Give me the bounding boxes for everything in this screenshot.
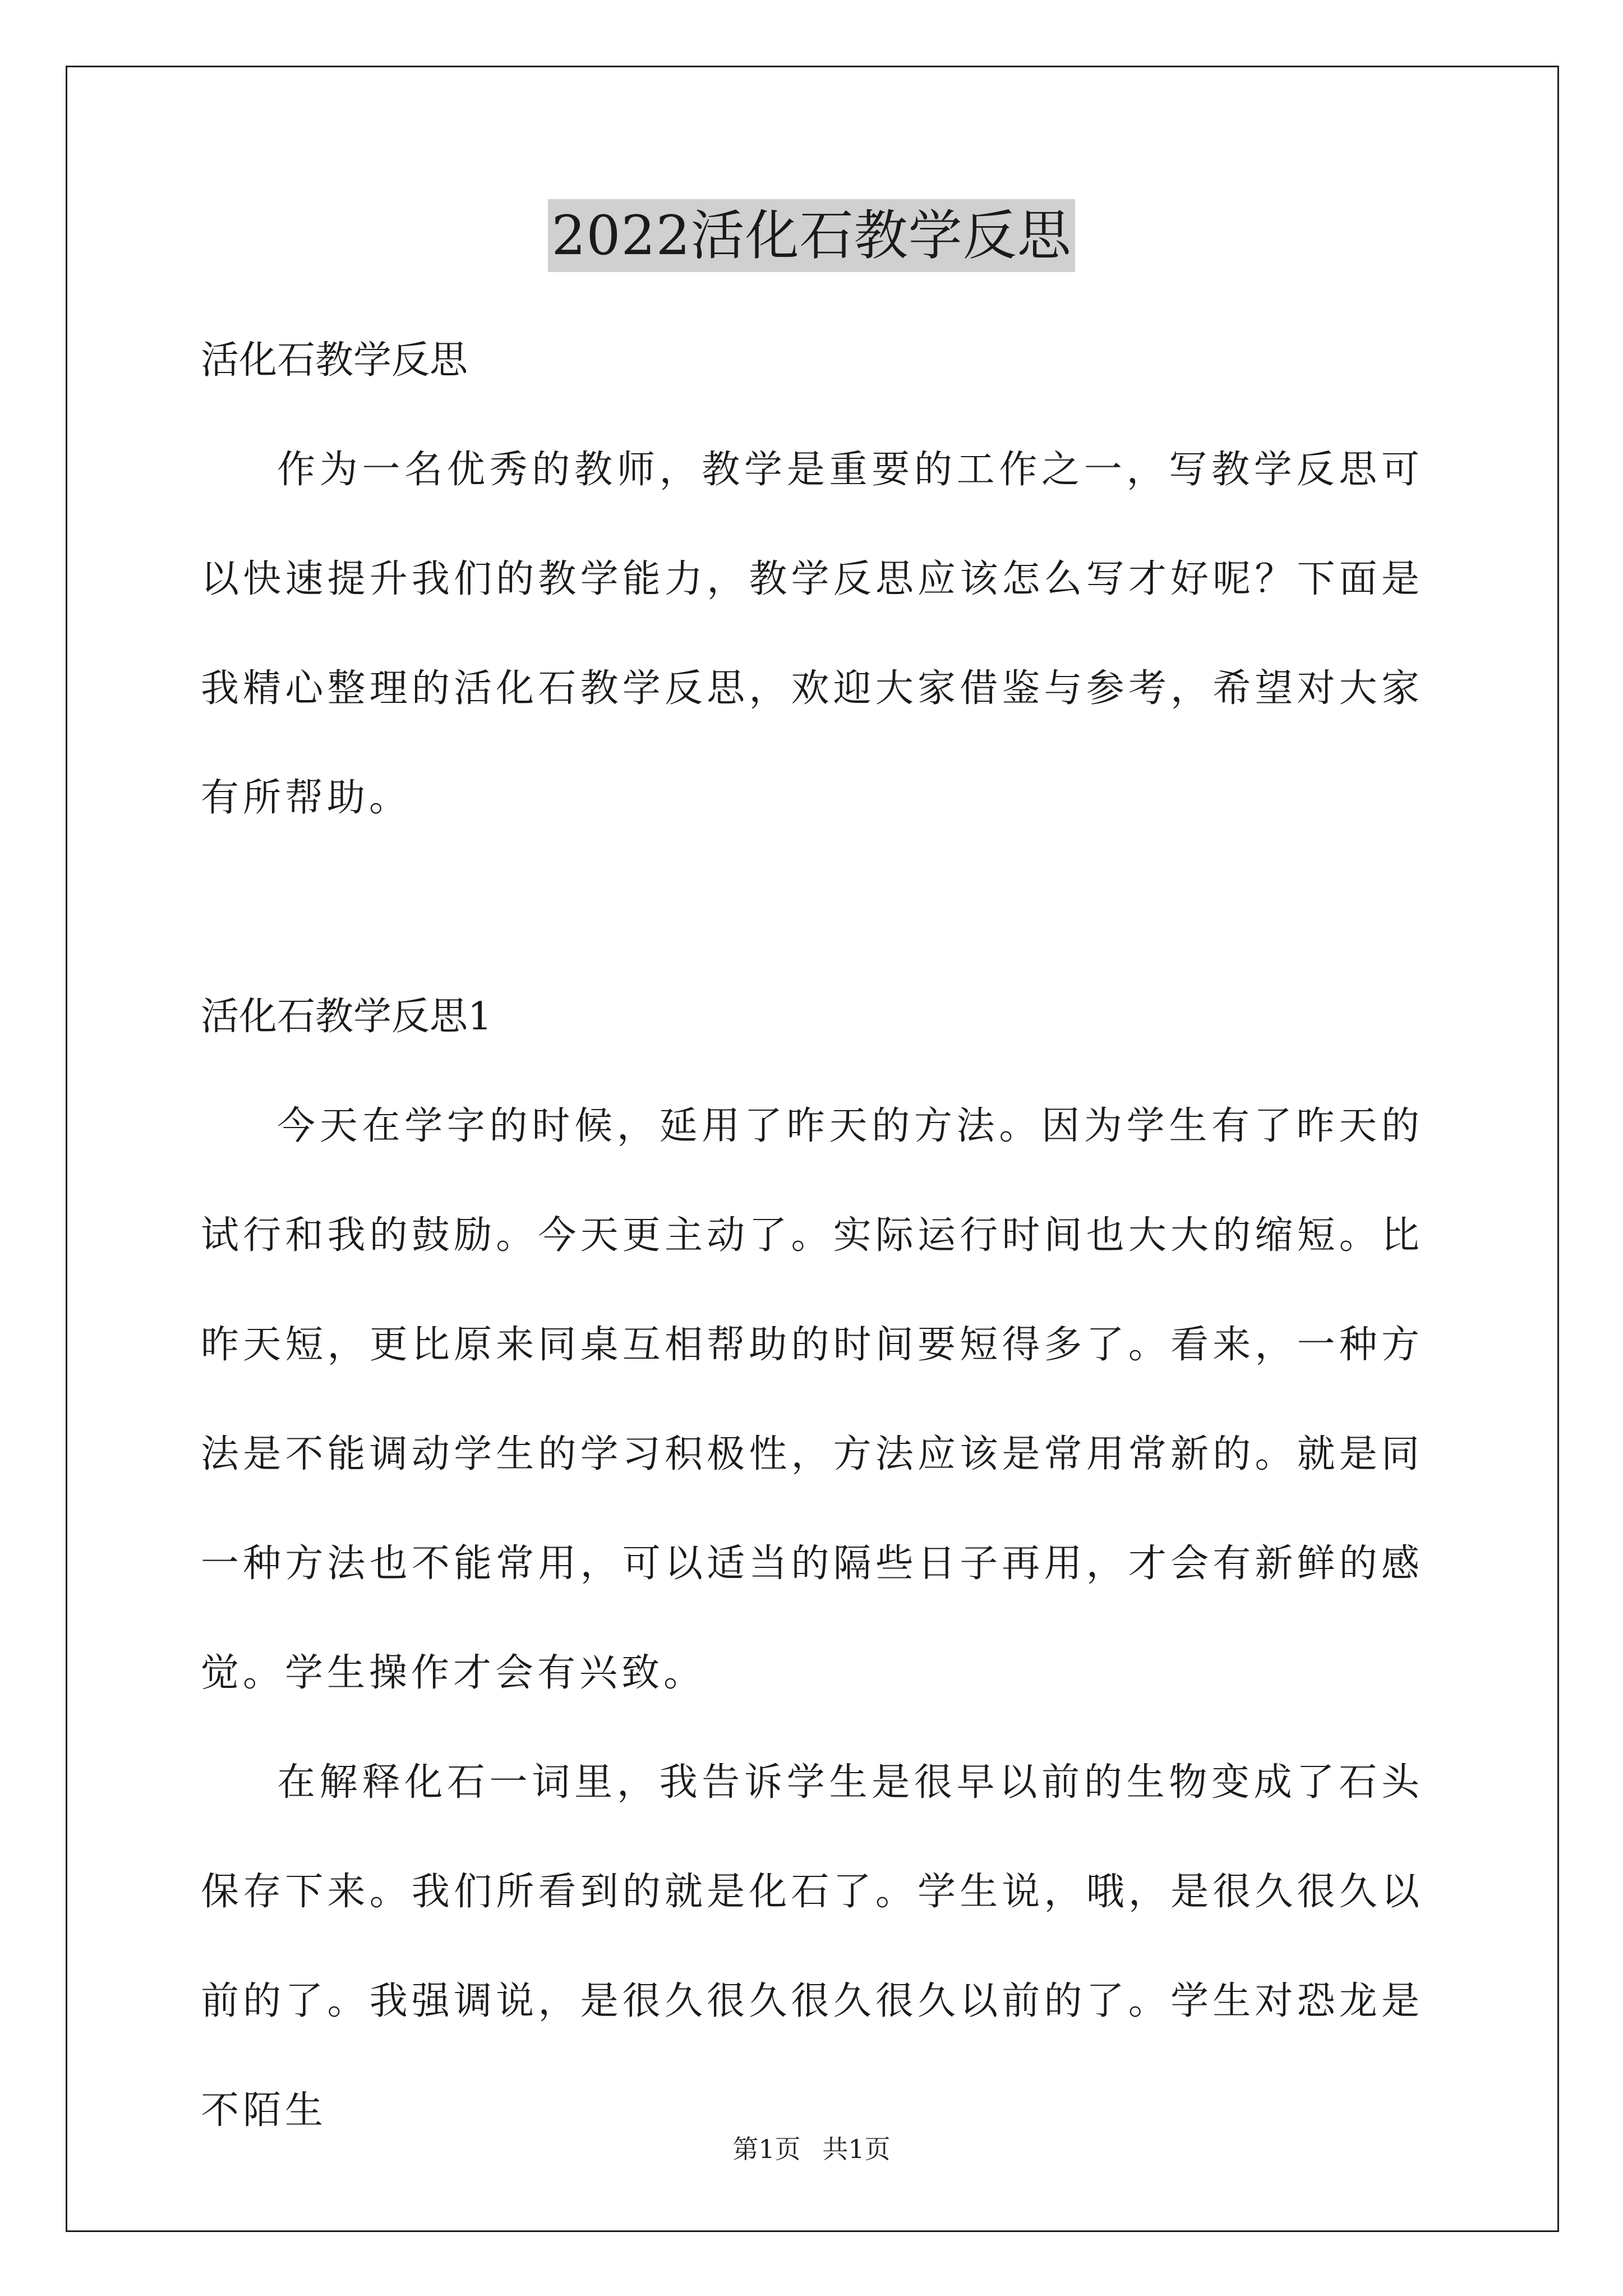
document-body: [201, 306, 1423, 2165]
document-title: 2022活化石教学反思: [548, 199, 1075, 272]
paragraph: 今天在学字的时候，延用了昨天的方法。因为学生有了昨天的试行和我的鼓励。今天更主动了。实际运行时间也大大的缩短。比昨天短，更比原来同桌互相帮助的时间要短得多了。看来，一种方法是不能调动学生的学习积极性，方法应该是常用常新的。就是同一种方法也不能常用，可以适当的隔些日子再用，才会有新鲜的感觉。学生操作才会有兴致。: [201, 1104, 1423, 1695]
paragraph: 在解释化石一词里，我告诉学生是很早以前的生物变成了石头保存下来。我们所看到的就是化石了。学生说，哦，是很久很久以前的了。我强调说，是很久很久很久很久以前的了。学生对恐龙是不陌生: [201, 1760, 1423, 2133]
section-gap: [201, 853, 1423, 962]
paragraph: 作为一名优秀的教师，教学是重要的工作之一，写教学反思可以快速提升我们的教学能力，教学反思应该怎么写才好呢？下面是我精心整理的活化石教学反思，欢迎大家借鉴与参考，希望对大家有所帮助。: [201, 448, 1423, 820]
section-heading: 活化石教学反思1: [201, 995, 492, 1039]
section-heading: 活化石教学反思: [201, 338, 468, 383]
title-wrap: [0, 199, 1623, 272]
page-number-total: 共1页: [822, 2134, 891, 2164]
page-footer: [0, 2129, 1623, 2166]
page-number-current: 第1页: [732, 2134, 801, 2164]
